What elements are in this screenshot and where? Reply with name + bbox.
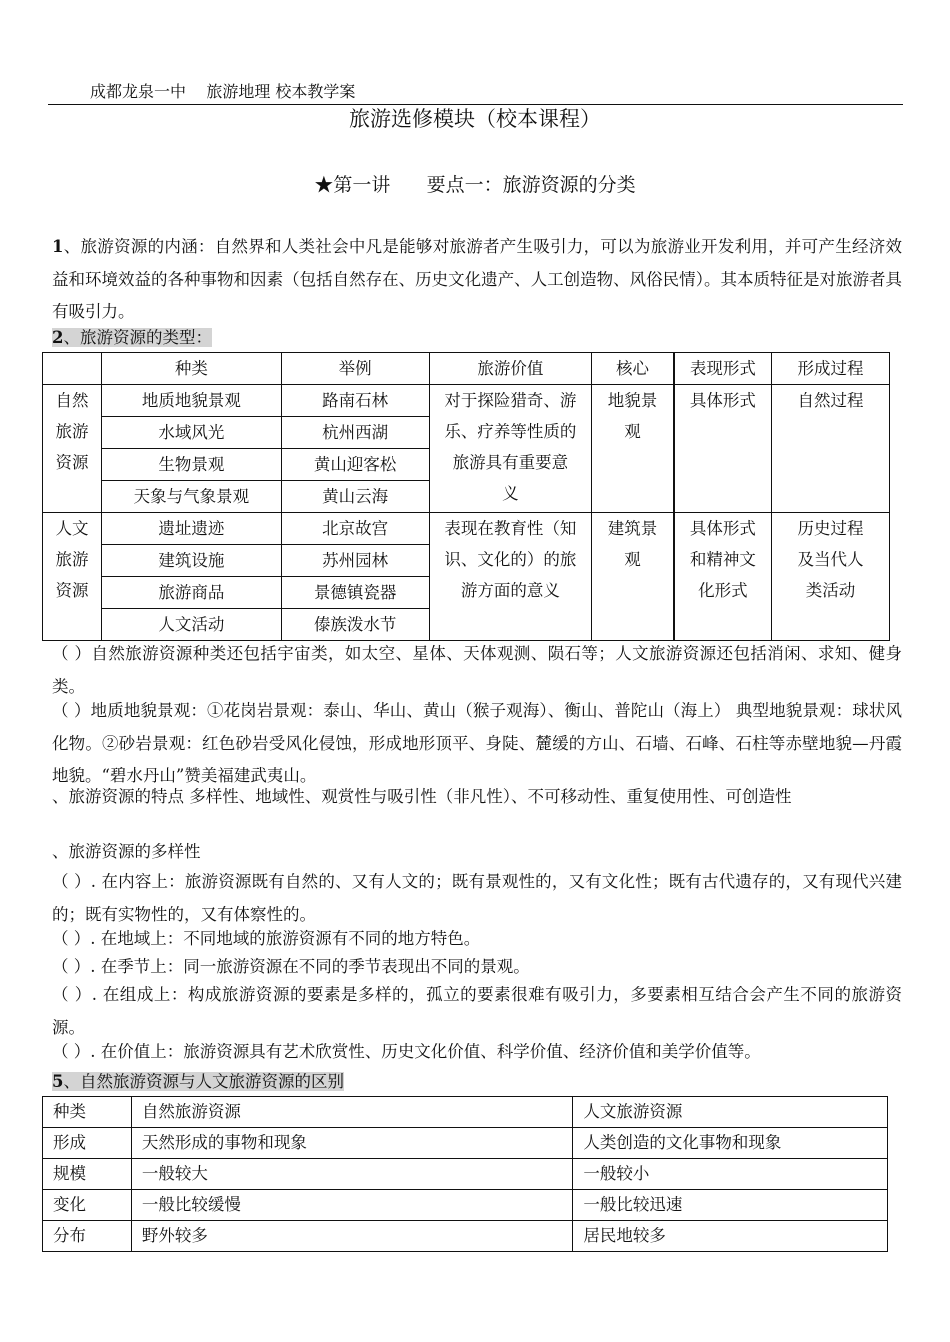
kind-cell: 旅游商品 [101,577,281,609]
cell-line: 化形式 [698,581,748,600]
cell-line: 资源 [55,581,89,600]
kind-cell: 建筑设施 [101,545,281,577]
cell-line: 旅游 [55,422,89,441]
table-row [43,513,890,545]
section-heading-types [52,322,902,355]
lecture-subtitle: ★第一讲 要点一：旅游资源的分类 [314,174,636,196]
core-cell [592,385,674,513]
table-row [43,1097,888,1128]
header-cell: 核心 [592,353,674,385]
kind-cell: 水域风光 [101,417,281,449]
cell-line: 自然过程 [797,391,864,410]
comparison-table [42,1096,888,1252]
item-number: 1 [52,237,64,256]
kind-cell: 地质地貌景观 [101,385,281,417]
cell-line: 乐、疗养等性质的 [444,422,577,441]
kind-cell: 人文活动 [101,609,281,641]
example-cell: 黄山云海 [281,481,429,513]
header-cell: 举例 [281,353,429,385]
group-cell-human [43,513,102,641]
kind-cell: 天象与气象景观 [101,481,281,513]
example-cell: 黄山迎客松 [281,449,429,481]
header-cell: 旅游价值 [429,353,592,385]
example-cell: 苏州园林 [281,545,429,577]
table-row [43,1221,888,1252]
table-cell: 人文旅游资源 [573,1097,888,1128]
table-cell: 一般比较缓慢 [131,1190,572,1221]
note-content: （ ）. 在内容上：旅游资源既有自然的、又有人文的；既有景观性的，又有文化性；既有古代遗存的，又有现代兴建的；既有实物性的，又有体察性的。 [52,872,902,924]
value-cell [429,385,592,513]
table-cell: 野外较多 [131,1221,572,1252]
cell-line: 具体形式 [689,391,756,410]
table-row [43,1128,888,1159]
table-cell: 一般较小 [573,1159,888,1190]
cell-line: 观 [624,550,641,569]
cell-line: 地貌景 [607,391,658,410]
cell-line: 识、文化的）的旅 [444,550,577,569]
cell-line: 及当代人 [797,550,864,569]
form-cell [674,385,772,513]
cell-line: 观 [624,422,641,441]
item-number: 5 [52,1072,64,1091]
paragraph-definition [52,231,902,329]
table-cell: 分布 [43,1221,132,1252]
cell-line: 旅游具有重要意 [452,453,569,472]
heading-text: 、旅游资源的类型： [63,328,212,347]
header-cell: 表现形式 [674,353,772,385]
cell-line: 游方面的意义 [460,581,560,600]
kind-cell: 生物景观 [101,449,281,481]
note-season: （ ）. 在季节上：同一旅游资源在不同的季节表现出不同的景观。 [52,957,530,976]
cell-line: 人文 [55,519,89,538]
process-cell [772,385,890,513]
header-cell: 形成过程 [772,353,890,385]
example-cell: 路南石林 [281,385,429,417]
running-header: 成都龙泉一中 旅游地理 校本教学案 [90,82,356,101]
highlight [52,328,212,347]
cell-line: 建筑景 [607,519,658,538]
form-cell [674,513,772,641]
cell-line: 自然 [55,391,89,410]
group-cell-natural [43,385,102,513]
table-cell: 变化 [43,1190,132,1221]
example-cell: 杭州西湖 [281,417,429,449]
cell-line: 具体形式 [689,519,756,538]
note-value: （ ）. 在价值上：旅游资源具有艺术欣赏性、历史文化价值、科学价值、经济价值和美学价值等。 [52,1042,761,1061]
table-row [43,385,890,417]
example-cell: 北京故宫 [281,513,429,545]
resource-types-table [42,352,890,641]
table-cell: 一般比较迅速 [573,1190,888,1221]
value-cell [429,513,592,641]
note-landform: （ ）地质地貌景观：①花岗岩景观：泰山、华山、黄山（猴子观海）、衡山、普陀山（海上） 典型地貌景观：球状风化物。②砂岩景观：红色砂岩受风化侵蚀，形成地形顶平、身陡、麓缓的方山、石墙、石峰、石柱等赤壁地貌—丹霞地貌。“碧水丹山”赞美福建武夷山。 [52,701,902,785]
cell-line: 历史过程 [797,519,864,538]
note-diversity-heading: 、旅游资源的多样性 [52,842,201,861]
paragraph-text: 、旅游资源的内涵：自然界和人类社会中凡是能够对旅游者产生吸引力，可以为旅游业开发利用，并可产生经济效益和环境效益的各种事物和因素（包括自然存在、历史文化遗产、人工创造物、风俗民情）。其本质特征是对旅游者具有吸引力。 [52,237,902,321]
note-cosmic-types: （ ）自然旅游资源种类还包括宇宙类，如太空、星体、天体观测、陨石等；人文旅游资源还包括消闲、求知、健身类。 [52,644,902,696]
cell-line: 表现在教育性（知 [444,519,577,538]
cell-line: 和精神文 [689,550,756,569]
kind-cell: 遗址遗迹 [101,513,281,545]
table-cell: 居民地较多 [573,1221,888,1252]
item-number: 2 [52,328,64,347]
table-row [43,1159,888,1190]
table-cell: 规模 [43,1159,132,1190]
document-title: 旅游选修模块（校本课程） [349,107,601,131]
cell-line: 旅游 [55,550,89,569]
table-cell: 天然形成的事物和现象 [131,1128,572,1159]
note-composition: （ ）. 在组成上：构成旅游资源的要素是多样的，孤立的要素很难有吸引力，多要素相互结合会产生不同的旅游资源。 [52,985,902,1037]
heading-text: 、自然旅游资源与人文旅游资源的区别 [63,1072,344,1091]
table-row [43,1190,888,1221]
note-region: （ ）. 在地域上：不同地域的旅游资源有不同的地方特色。 [52,929,481,948]
table-header-row [43,353,890,385]
header-cell: 种类 [101,353,281,385]
table-cell: 种类 [43,1097,132,1128]
example-cell: 景德镇瓷器 [281,577,429,609]
core-cell [592,513,674,641]
table-cell [43,353,102,385]
cell-line: 资源 [55,453,89,472]
table-cell: 形成 [43,1128,132,1159]
table-cell: 自然旅游资源 [131,1097,572,1128]
cell-line: 义 [502,484,519,503]
cell-line: 对于探险猎奇、游 [444,391,577,410]
note-characteristics: 、旅游资源的特点 多样性、地域性、观赏性与吸引性（非凡性）、不可移动性、重复使用性、可创造性 [52,787,792,806]
cell-line: 类活动 [805,581,856,600]
table-cell: 一般较大 [131,1159,572,1190]
table-cell: 人类创造的文化事物和现象 [573,1128,888,1159]
highlight [52,1072,344,1091]
example-cell: 傣族泼水节 [281,609,429,641]
section-heading-difference [52,1066,902,1099]
process-cell [772,513,890,641]
